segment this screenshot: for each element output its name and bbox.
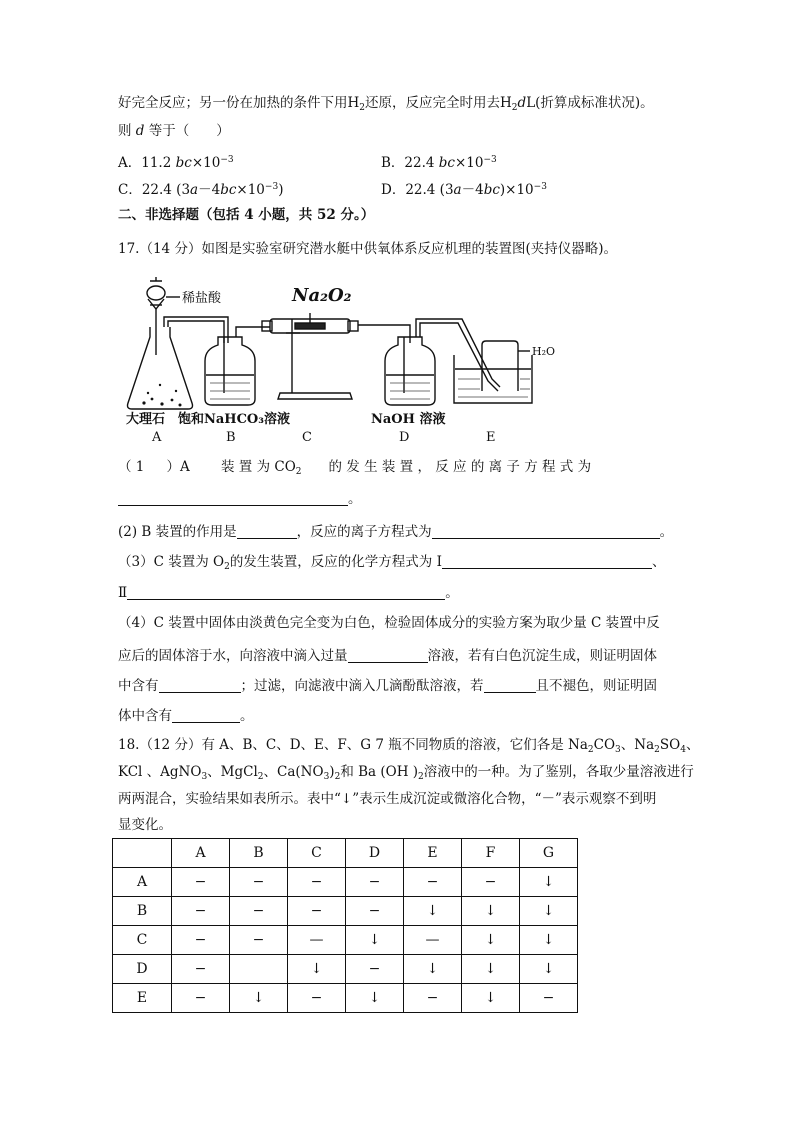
answer-blank[interactable] (118, 490, 348, 506)
q16-option-b: B．22.4 $bc\times 10^{-3}$ (381, 155, 497, 171)
label-h2o: H₂O (532, 345, 556, 358)
answer-blank[interactable] (172, 707, 240, 723)
table-cell: ↓ (462, 897, 520, 926)
q18-line3: 两两混合，实验结果如表所示。表中“↓”表示生成沉淀或微溶化合物，“－”表示观察不到明 (118, 791, 657, 807)
table-cell: − (346, 897, 404, 926)
label-na2o2: Na₂O₂ (292, 285, 352, 306)
q16-option-d: D．22.4 $(3a-4bc)\times 10^{-3}$ (381, 182, 547, 198)
table-cell: ↓ (346, 984, 404, 1013)
q17-part4-line3: 中含有 ；过滤，向滤液中滴入几滴酚酞溶液，若 且不褪色，则证明固 (118, 678, 657, 694)
table-cell: − (288, 897, 346, 926)
table-cell: ↓ (462, 984, 520, 1013)
table-cell: F (462, 839, 520, 868)
table-cell: − (172, 868, 230, 897)
table-cell: − (230, 868, 288, 897)
table-cell: − (172, 926, 230, 955)
table-cell: B (230, 839, 288, 868)
table-cell: − (230, 897, 288, 926)
label-naoh: NaOH 溶液 (371, 412, 446, 427)
table-cell: ↓ (288, 955, 346, 984)
q17-part4-line1: （4）C 装置中固体由淡黄色完全变为白色，检验固体成分的实验方案为取少量 C 装置中反 (118, 615, 660, 631)
table-cell: − (288, 984, 346, 1013)
q17-intro: 17.（14 分）如图是实验室研究潜水艇中供氧体系反应机理的装置图(夹持仪器略)。 (118, 241, 617, 257)
answer-blank[interactable] (484, 677, 536, 693)
table-row (113, 868, 578, 897)
answer-blank[interactable] (159, 677, 241, 693)
q17-part3: （3）C 装置为 $O_2$的发生装置，反应的化学方程式为 Ⅰ 、 (118, 554, 666, 572)
q18-line2: KCl 、AgNO$_3$、MgCl$_2$、$Ca(NO_3)_2$和 Ba (OH )$_2$溶液中的一种。为了鉴别，各取少量溶液进行 (118, 764, 694, 782)
answer-blank[interactable] (348, 647, 428, 663)
table-row (113, 926, 578, 955)
table-cell: − (172, 955, 230, 984)
table-cell: − (288, 868, 346, 897)
table-cell: G (520, 839, 578, 868)
table-cell: ↓ (520, 955, 578, 984)
letter-b: B (226, 430, 236, 445)
table-cell: — (404, 926, 462, 955)
table-cell: — (288, 926, 346, 955)
table-cell: − (230, 926, 288, 955)
table-row (113, 897, 578, 926)
q16-line1: 好完全反应；另一份在加热的条件下用$H_2$还原，反应完全时用去$H_2dL$(折算成标准状况)。 (118, 95, 654, 113)
table-cell: − (172, 984, 230, 1013)
q18-line4: 显变化。 (118, 817, 172, 833)
table-cell: ↓ (520, 897, 578, 926)
table-cell: ↓ (520, 926, 578, 955)
q17-part4-line2: 应后的固体溶于水，向溶液中滴入过量 溶液，若有白色沉淀生成，则证明固体 (118, 648, 657, 664)
row-header-cell: B (113, 897, 172, 926)
answer-blank[interactable] (442, 553, 652, 569)
label-nahco3: 饱和NaHCO₃溶液 (178, 412, 290, 427)
row-header-cell (113, 839, 172, 868)
table-cell: A (172, 839, 230, 868)
table-cell (230, 955, 288, 984)
q17-part4-line4: 体中含有 。 (118, 708, 254, 724)
table-cell: − (346, 955, 404, 984)
row-header-cell: E (113, 984, 172, 1013)
table-row (113, 955, 578, 984)
table-cell: − (462, 868, 520, 897)
table-cell: C (288, 839, 346, 868)
table-cell: − (404, 868, 462, 897)
q17-part2: (2) B 装置的作用是 ，反应的离子方程式为 。 (118, 524, 674, 540)
answer-blank[interactable] (127, 584, 445, 600)
table-cell: ↓ (462, 955, 520, 984)
answer-blank[interactable] (237, 523, 297, 539)
row-header-cell: D (113, 955, 172, 984)
table-cell: ↓ (404, 955, 462, 984)
table-header-row (113, 839, 578, 868)
table-row (113, 984, 578, 1013)
flask-a-outline (128, 327, 193, 409)
letter-a: A (152, 430, 162, 445)
answer-blank[interactable] (432, 523, 660, 539)
label-acid: 稀盐酸 (182, 291, 222, 306)
q18-line1: 18.（12 分）有 A、B、C、D、E、F、G 7 瓶不同物质的溶液，它们各是 $Na_2CO_3$、$Na_2SO_4$、 (118, 737, 700, 755)
q16-option-c: C．22.4 $(3a-4bc\times 10^{-3})$ (118, 182, 284, 198)
q17-part3-ii: Ⅱ 。 (118, 585, 459, 601)
mixing-results-table (112, 838, 578, 1013)
table-cell: E (404, 839, 462, 868)
table-cell: ↓ (462, 926, 520, 955)
table-cell: ↓ (404, 897, 462, 926)
table-cell: ↓ (230, 984, 288, 1013)
letter-e: E (486, 430, 496, 445)
row-header-cell: C (113, 926, 172, 955)
section-title: 二、非选择题（包括 4 小题，共 52 分。） (118, 207, 375, 223)
table-cell: ↓ (520, 868, 578, 897)
row-header-cell: A (113, 868, 172, 897)
table-cell: D (346, 839, 404, 868)
table-cell: − (404, 984, 462, 1013)
letter-d: D (399, 430, 410, 445)
table-cell: ↓ (346, 926, 404, 955)
table-cell: − (172, 897, 230, 926)
q16-line2: 则 d 等于（ ） (118, 123, 230, 139)
q16-option-a: A．11.2 $bc\times 10^{-3}$ (118, 155, 234, 171)
letter-c: C (302, 430, 312, 445)
q17-part1: （ 1 ）A 装 置 为 $CO_2$ 的 发 生 装 置 ， 反 应 的 离 子 方 程 式 为 (118, 459, 592, 477)
apparatus-figure (120, 275, 556, 445)
table-cell: − (520, 984, 578, 1013)
q17-part1-answer: 。 (118, 489, 362, 509)
label-marble: 大理石 (126, 412, 166, 427)
table-cell: − (346, 868, 404, 897)
